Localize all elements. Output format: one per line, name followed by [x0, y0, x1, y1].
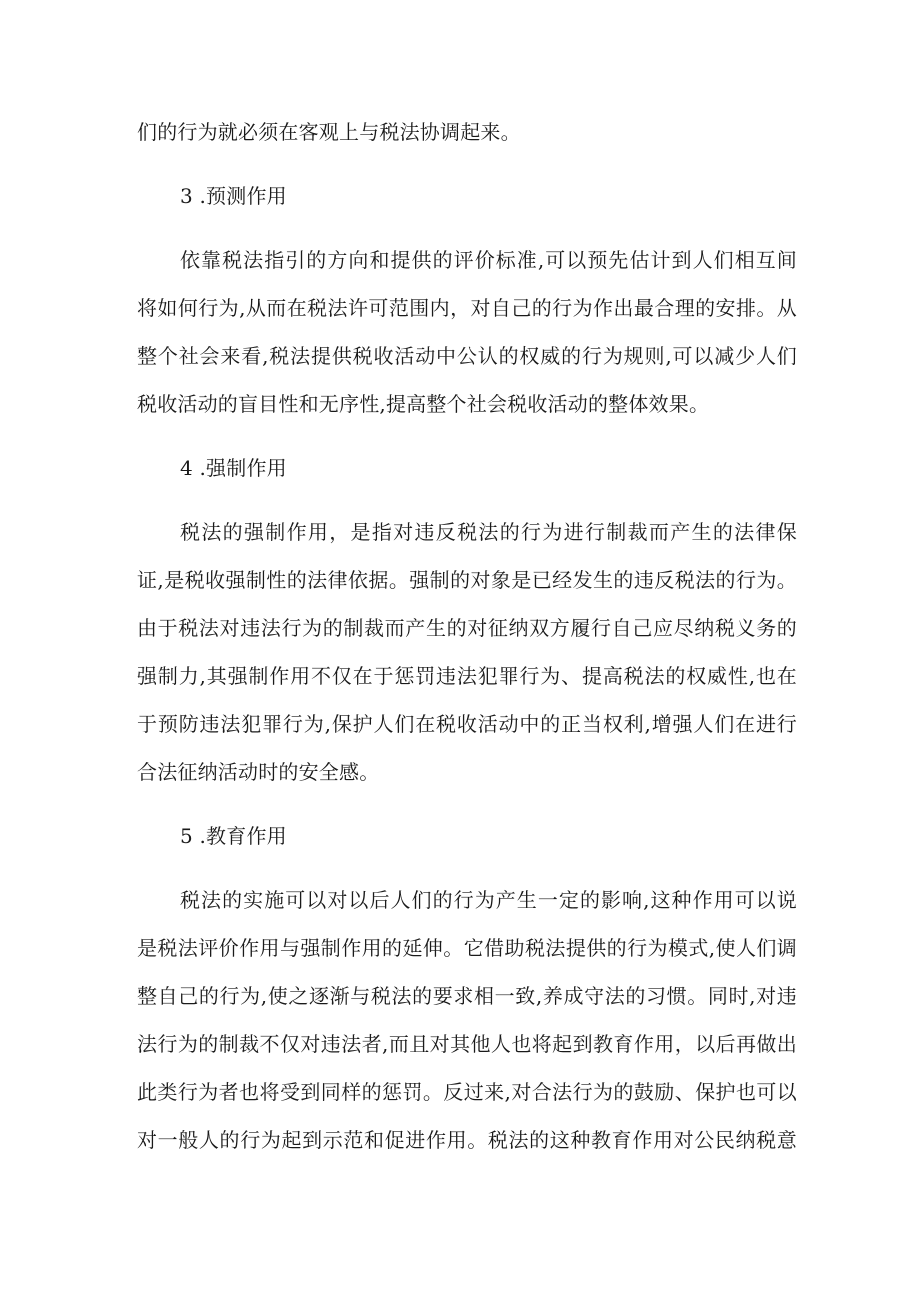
paragraph-line: 合法征纳活动时的安全感。: [137, 760, 380, 784]
paragraph-line: 强制力,其强制作用不仅在于惩罚违法犯罪行为、提高税法的权威性,也在: [137, 664, 797, 688]
paragraph-line: 法行为的制裁不仅对违法者,而且对其他人也将起到教育作用，以后再做出: [137, 1032, 797, 1056]
paragraph-line: 由于税法对违法行为的制裁而产生的对征纳双方履行自己应尽纳税义务的: [137, 616, 797, 640]
paragraph-line: 证,是税收强制性的法律依据。强制的对象是已经发生的违反税法的行为。: [137, 568, 797, 592]
paragraph-line: 税法的强制作用，是指对违反税法的行为进行制裁而产生的法律保: [180, 520, 797, 544]
paragraph-line: 于预防违法犯罪行为,保护人们在税收活动中的正当权利,增强人们在进行: [137, 712, 797, 736]
paragraph-line: 税法的实施可以对以后人们的行为产生一定的影响,这种作用可以说: [180, 888, 797, 912]
paragraph-line: 依靠税法指引的方向和提供的评价标准,可以预先估计到人们相互间: [180, 248, 797, 272]
paragraph-line: 对一般人的行为起到示范和促进作用。税法的这种教育作用对公民纳税意: [137, 1128, 797, 1152]
paragraph-line: 是税法评价作用与强制作用的延伸。它借助税法提供的行为模式,使人们调: [137, 936, 797, 960]
section-heading-enforcement: 4 .强制作用: [180, 456, 287, 480]
section-heading-prediction: 3 .预测作用: [180, 184, 287, 208]
paragraph-line: 整个社会来看,税法提供税收活动中公认的权威的行为规则,可以减少人们: [137, 344, 797, 368]
paragraph-line: 整自己的行为,使之逐渐与税法的要求相一致,养成守法的习惯。同时,对违: [137, 984, 797, 1008]
paragraph-line: 此类行为者也将受到同样的惩罚。反过来,对合法行为的鼓励、保护也可以: [137, 1080, 797, 1104]
paragraph-line: 们的行为就必须在客观上与税法协调起来。: [137, 120, 521, 144]
paragraph-line: 税收活动的盲目性和无序性,提高整个社会税收活动的整体效果。: [137, 392, 710, 416]
section-heading-education: 5 .教育作用: [180, 824, 287, 848]
paragraph-line: 将如何行为,从而在税法许可范围内，对自己的行为作出最合理的安排。从: [137, 296, 797, 320]
